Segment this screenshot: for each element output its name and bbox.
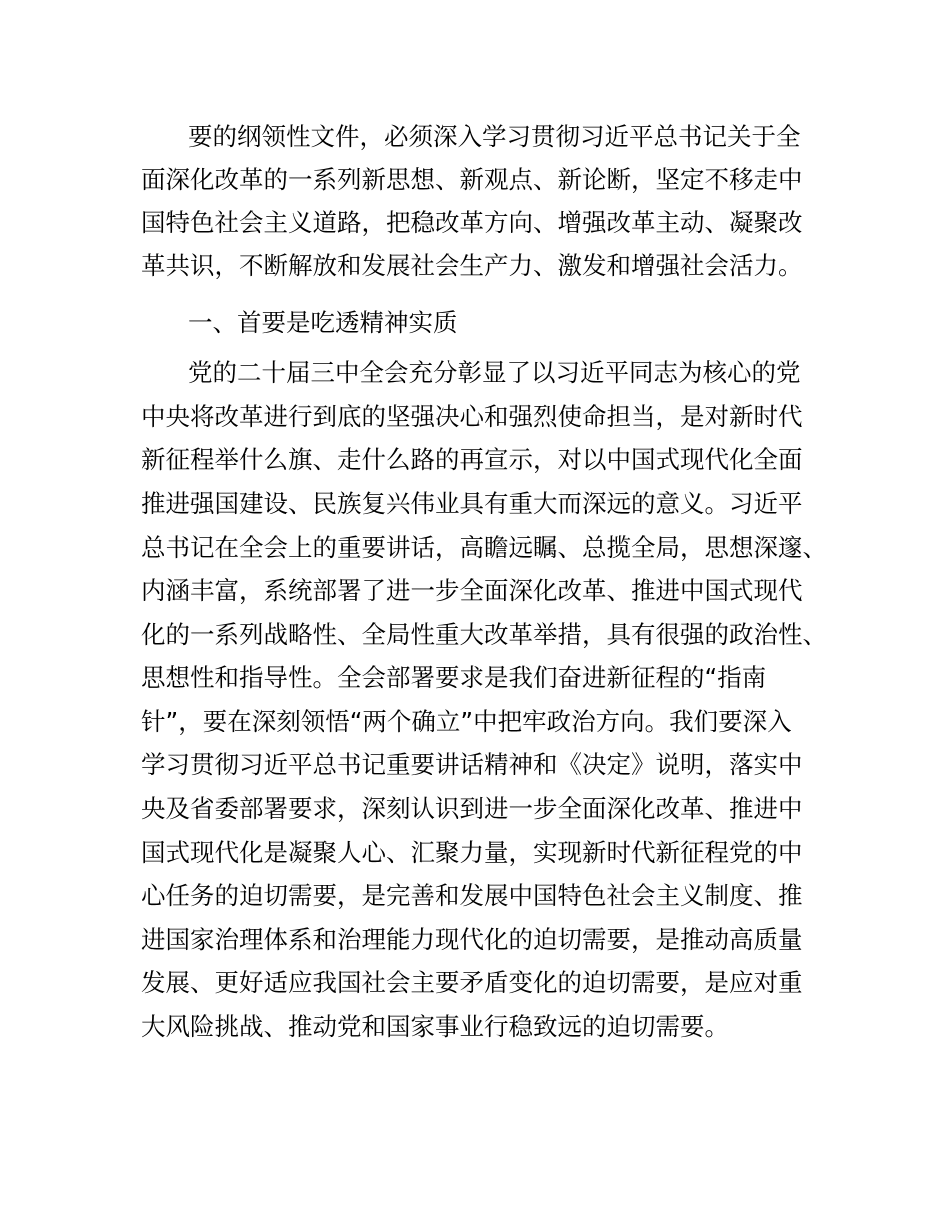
paragraph-line: 发展、更好适应我国社会主要矛盾变化的迫切需要，是应对重 — [141, 968, 803, 997]
paragraph-line: 针”，要在深刻领悟“两个确立”中把牢政治方向。我们要深入 — [141, 707, 792, 736]
paragraph-line: 化的一系列战略性、全局性重大改革举措，具有很强的政治性、 — [141, 620, 827, 649]
paragraph-line: 推进强国建设、民族复兴伟业具有重大而深远的意义。习近平 — [141, 489, 803, 518]
paragraph-line: 内涵丰富，系统部署了进一步全面深化改革、推进中国式现代 — [141, 576, 803, 605]
paragraph-line: 革共识，不断解放和发展社会生产力、激发和增强社会活力。 — [141, 251, 803, 280]
paragraph-line: 新征程举什么旗、走什么路的再宣示，对以中国式现代化全面 — [141, 445, 803, 474]
paragraph-line: 中央将改革进行到底的坚强决心和强烈使命担当，是对新时代 — [141, 402, 803, 431]
paragraph-line: 央及省委部署要求，深刻认识到进一步全面深化改革、推进中 — [141, 794, 803, 823]
paragraph-line: 面深化改革的一系列新思想、新观点、新论断，坚定不移走中 — [141, 165, 803, 194]
paragraph-line: 思想性和指导性。全会部署要求是我们奋进新征程的“指南 — [141, 663, 767, 692]
paragraph-line: 要的纲领性文件，必须深入学习贯彻习近平总书记关于全 — [188, 122, 801, 151]
paragraph-line: 大风险挑战、推动党和国家事业行稳致远的迫切需要。 — [141, 1012, 729, 1041]
section-heading: 一、首要是吃透精神实质 — [188, 308, 458, 337]
paragraph-line: 总书记在全会上的重要讲话，高瞻远瞩、总揽全局，思想深邃、 — [141, 533, 827, 562]
paragraph-line: 心任务的迫切需要，是完善和发展中国特色社会主义制度、推 — [141, 881, 803, 910]
paragraph-line: 国特色社会主义道路，把稳改革方向、增强改革主动、凝聚改 — [141, 208, 803, 237]
paragraph-line: 党的二十届三中全会充分彰显了以习近平同志为核心的党 — [188, 358, 801, 387]
paragraph-line: 学习贯彻习近平总书记重要讲话精神和《决定》说明，落实中 — [141, 750, 803, 779]
paragraph-line: 国式现代化是凝聚人心、汇聚力量，实现新时代新征程党的中 — [141, 838, 803, 867]
paragraph-line: 进国家治理体系和治理能力现代化的迫切需要，是推动高质量 — [141, 925, 803, 954]
